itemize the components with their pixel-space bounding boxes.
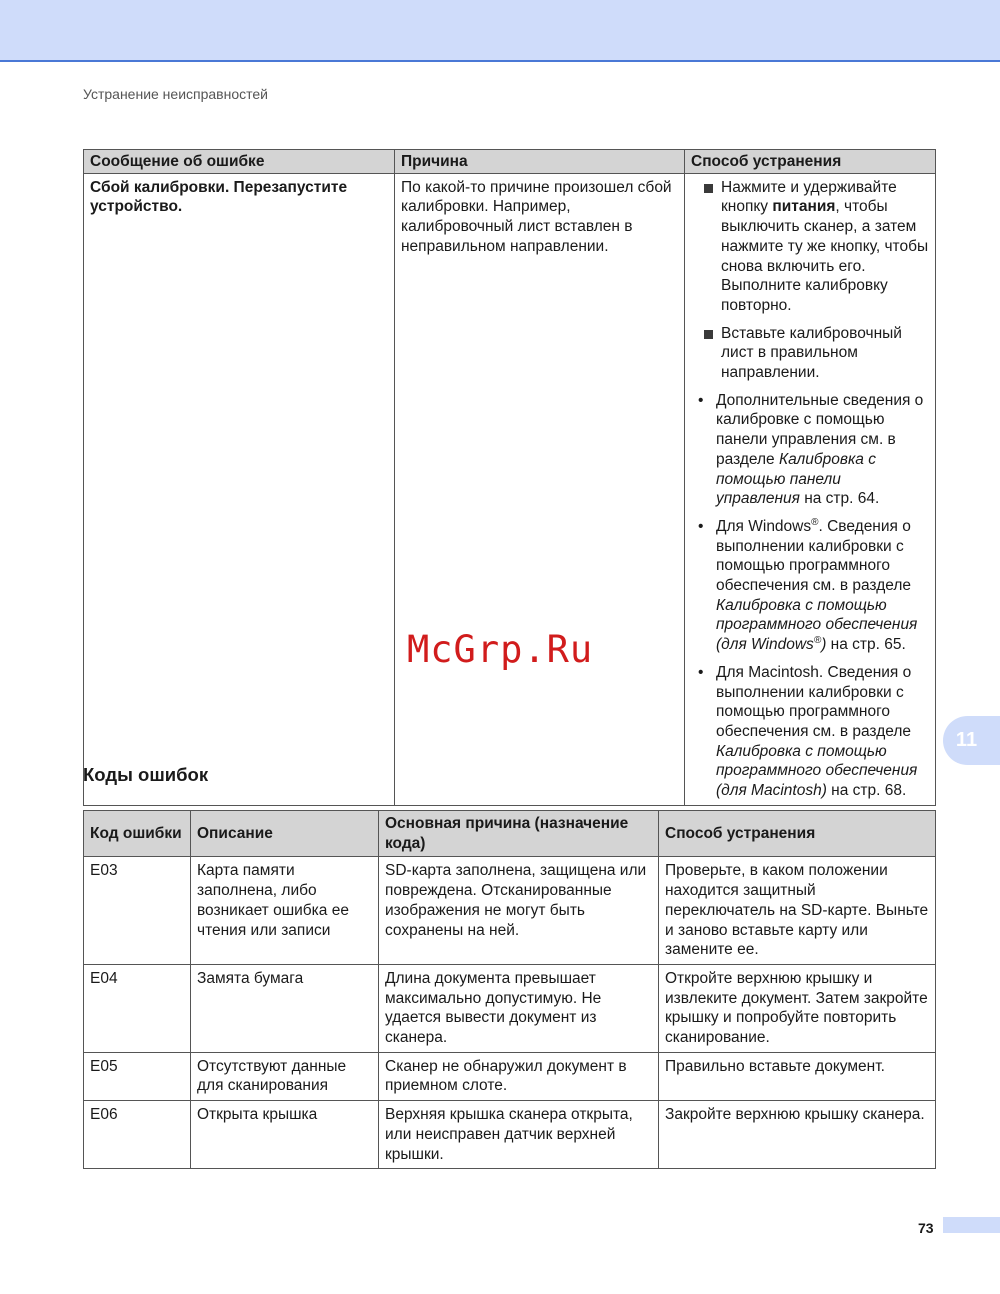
solution-cell [685, 173, 936, 805]
cause-cell: По какой-то причине произошел сбой калибровки. Например, калибровочный лист вставлен в неправильном направлении. [395, 173, 685, 805]
cause-cell: SD-карта заполнена, защищена или повреждена. Отсканированные изображения не могут быть сохранены на ней. [379, 857, 659, 965]
table-row [84, 173, 936, 805]
table-header-row [84, 811, 936, 857]
note-item: • Дополнительные сведения о калибровке с помощью панели управления см. в разделе Калибровка с помощью панели управления на стр. 64. [698, 391, 924, 508]
solution-cell: Закройте верхнюю крышку сканера. [659, 1101, 936, 1169]
header-band [0, 0, 1000, 62]
cause-cell: Верхняя крышка сканера открыта, или неисправен датчик верхней крышки. [379, 1101, 659, 1169]
code-cell: E06 [84, 1101, 191, 1169]
table-row [84, 964, 936, 1052]
note-item: • Для Macintosh. Сведения о выполнении калибровки с помощью программного обеспечения см. в разделе Калибровка с помощью программного обеспечения (для Macintosh) на стр. 68. [698, 663, 918, 800]
list-item: Вставьте калибровочный лист в правильном направлении. [691, 324, 929, 383]
column-header: Способ устранения [685, 150, 936, 174]
solution-cell: Правильно вставьте документ. [659, 1052, 936, 1100]
cause-cell: Сканер не обнаружил документ в приемном слоте. [379, 1052, 659, 1100]
description-cell: Открыта крышка [191, 1101, 379, 1169]
error-message-cell: Сбой калибровки. Перезапустите устройство. [84, 173, 395, 805]
cross-reference: Калибровка с помощью программного обеспечения (для Macintosh) [716, 742, 918, 800]
section-heading: Коды ошибок [83, 764, 209, 785]
column-header: Способ устранения [659, 811, 936, 857]
error-message-table [83, 149, 936, 806]
chapter-tab: 11 [943, 716, 1000, 765]
table-header-row [84, 150, 936, 174]
running-header: Устранение неисправностей [83, 86, 268, 102]
watermark: McGrp.Ru [407, 628, 594, 671]
description-cell: Отсутствуют данные для сканирования [191, 1052, 379, 1100]
column-header: Описание [191, 811, 379, 857]
table-row [84, 1052, 936, 1100]
code-cell: E04 [84, 964, 191, 1052]
description-cell: Карта памяти заполнена, либо возникает ошибка ее чтения или записи [191, 857, 379, 965]
square-bullet-icon [704, 330, 713, 339]
column-header: Код ошибки [84, 811, 191, 857]
square-bullet-icon [704, 184, 713, 193]
page-number-bar [943, 1217, 1000, 1233]
column-header: Основная причина (назначение кода) [379, 811, 659, 857]
note-item: • Для Windows®. Сведения о выполнении калибровки с помощью программного обеспечения см. в разделе Калибровка с помощью программного обеспечения (для Windows®) на стр. 65. [698, 516, 918, 654]
column-header: Причина [395, 150, 685, 174]
description-cell: Замята бумага [191, 964, 379, 1052]
code-cell: E03 [84, 857, 191, 965]
bullet-icon: • [698, 391, 704, 409]
table-row [84, 857, 936, 965]
table-row [84, 1101, 936, 1169]
solution-cell: Проверьте, в каком положении находится защитный переключатель на SD-карте. Выньте и заново вставьте карту или замените ее. [659, 857, 936, 965]
bullet-icon: • [698, 663, 704, 681]
page-number: 73 [918, 1220, 934, 1236]
solution-cell: Откройте верхнюю крышку и извлеките документ. Затем закройте крышку и попробуйте повторить сканирование. [659, 964, 936, 1052]
code-cell: E05 [84, 1052, 191, 1100]
list-item: Нажмите и удерживайте кнопку питания, чтобы выключить сканер, а затем нажмите ту же кнопку, чтобы снова включить его. Выполните калибровку повторно. [691, 178, 929, 316]
cross-reference: Калибровка с помощью программного обеспечения (для Windows®) [716, 596, 918, 654]
bullet-icon: • [698, 517, 704, 535]
cause-cell: Длина документа превышает максимально допустимую. Не удается вывести документ из сканера. [379, 964, 659, 1052]
cross-reference: Калибровка с помощью панели управления [716, 450, 876, 508]
column-header: Сообщение об ошибке [84, 150, 395, 174]
error-codes-table [83, 810, 936, 1169]
